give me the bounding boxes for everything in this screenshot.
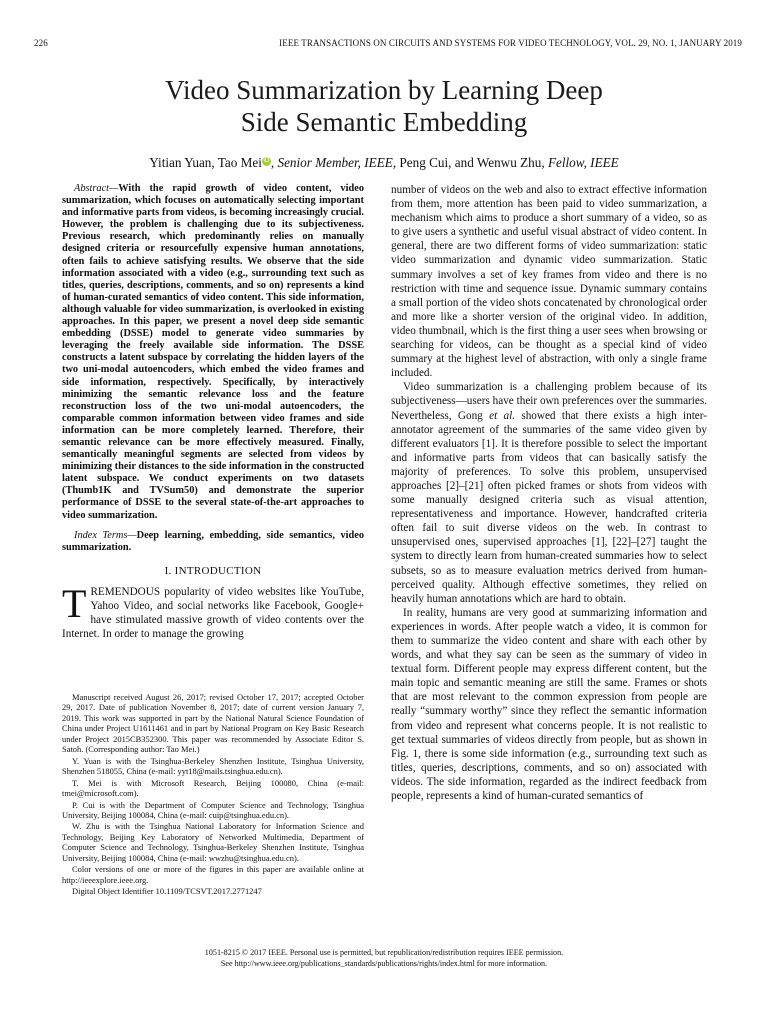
author-role-1: , Senior Member, IEEE xyxy=(270,155,393,170)
footnote-doi: Digital Object Identifier 10.1109/TCSVT.2017.2771247 xyxy=(72,886,262,897)
body-paragraph-2-b: showed that there exists a high inter-annotator agreement of the summaries of the same video given by different evaluators [1]. It is therefore possible to select the important and informative parts from videos that can basically satisfy the majority of preferences. To solve this problem, unsupervised approaches [2]–[21] often picked frames or shots from videos with some manually designed criteria such as visual attention, representativeness and importance. However, handcrafted criteria often fail to suit diverse videos on the web. In contrast to unsupervised ones, supervised approaches [1], [22]–[27] taught the system to directly learn from human-created summaries how to select subsets, so as to measure evaluation metrics derived from human-perceived quality. Although effective sometimes, they relied on heavily human annotations which are hard to obtain. xyxy=(391,409,708,605)
index-terms xyxy=(62,530,364,554)
page-number: 226 xyxy=(34,38,48,48)
et-al: et al. xyxy=(489,409,516,422)
orcid-icon[interactable]: iD xyxy=(263,157,270,164)
title-line-1: Video Summarization by Learning Deep xyxy=(165,75,603,105)
left-column xyxy=(62,183,364,641)
journal-header: IEEE TRANSACTIONS ON CIRCUITS AND SYSTEMS FOR VIDEO TECHNOLOGY, VOL. 29, NO. 1, JANUARY 2019 xyxy=(279,38,742,48)
copyright-line-2: See http://www.ieee.org/publications_standards/publications/rights/index.html for more information. xyxy=(220,959,548,968)
abstract xyxy=(62,183,364,522)
body-paragraph-1: number of videos on the web and also to extract effective information from them, more attention has been paid to video summarization, a mechanism which aims to produce a short summary of a video, so as to give users a synthetic and useful visual abstract of video content. In general, there are two different forms of video summarization: static video summarization and dynamic video summarization. Static summary involves a set of key frames from video and there is no restriction with time and sequence issue. Dynamic summary contains a small portion of the video shots concatenated by chronological order and more like a shorter version of the original video. In addition, video thumbnail, which is the first thing a user sees when browsing or searching for videos, can be thought as a special kind of video summary at the highest level of abstraction, with only a single frame included. xyxy=(391,184,707,380)
abstract-lead: Abstract— xyxy=(74,183,119,194)
footnote-cui: P. Cui is with the Department of Computer Science and Technology, Tsinghua University, Beijing 100084, China (e-mail: cuip@tsinghua.edu.cn). xyxy=(62,799,364,820)
footnote-color: Color versions of one or more of the figures in this paper are available online at http://ieeexplore.ieee.org. xyxy=(62,864,364,885)
index-terms-lead: Index Terms— xyxy=(74,529,137,541)
intro-text: REMENDOUS popularity of video websites like YouTube, Yahoo Video, and social networks like Facebook, Google+ have stimulated massive growth of video contents over the Internet. In order to manage the growing xyxy=(62,585,364,641)
author-list xyxy=(0,155,768,171)
body-paragraph-2 xyxy=(391,380,707,606)
index-terms-text: Deep learning, embedding, side semantics, video summarization. xyxy=(62,529,365,553)
author-role-2: , Fellow, IEEE xyxy=(541,155,619,170)
title-line-2: Side Semantic Embedding xyxy=(240,107,528,137)
section-heading-introduction: I. INTRODUCTION xyxy=(164,564,262,577)
intro-paragraph xyxy=(62,580,364,641)
footnote-manuscript: Manuscript received August 26, 2017; revised October 17, 2017; accepted October 29, 2017. Date of publication November 8, 2017; date of current version January 7, 2019. This work was supported in part by the National Natural Science Foundation of China under Project U1611461 and in part by National Program on Key Basic Research under Project 2015CB352300. This paper was recommended by Associate Editor S. Satoh. (Corresponding author: Tao Mei.) xyxy=(62,692,364,755)
footnotes xyxy=(62,692,364,898)
author-names-2: , Peng Cui, and Wenwu Zhu xyxy=(392,155,542,170)
right-column xyxy=(391,183,707,803)
copyright-notice xyxy=(0,947,768,969)
body-paragraph-3: In reality, humans are very good at summarizing information and experiences in words. After people watch a video, it is common for them to summarize the video content and share with each other by words, and what they say can be seen as the summary of video in textual form. Different people may express different content, but the main topic and semantic meaning are still the same. Frames or shots that are most relevant to the common expression from people are really “summary worthy” since they reflect the semantic information from video and represent what concerns people. It is not realistic to get textual summaries of videos directly from people, but as shown in Fig. 1, there is some side information (e.g., surrounding text such as titles, queries, descriptions, comments, and so on) associated with videos. The side information, regarded as the indirect feedback from people, represents a kind of human-curated semantics of xyxy=(391,606,707,803)
paper-title xyxy=(0,74,768,138)
abstract-text: With the rapid growth of video content, video summarization, which focuses on automatically selecting important and informative parts from videos, is becoming increasingly crucial. However, the problem is challenging due to its subjectiveness. Previous research, which predominantly relies on manually designed criteria or resourcefully expensive human annotations, often fails to achieve satisfying results. We observe that the side information associated with a video (e.g., surrounding text such as titles, queries, descriptions, comments, and so on) represents a kind of human-curated semantics of video content. This side information, although valuable for video summarization, is overlooked in existing approaches. In this paper, we present a novel deep side semantic embedding (DSSE) model to generate video summaries by leveraging the freely available side information. The DSSE constructs a latent subspace by correlating the hidden layers of the two uni-modal autoencoders, which embed the video frames and side information, respectively. Specifically, by interactively minimizing the semantic relevance loss and the feature reconstruction loss of the two uni-modal autoencoders, the comparable common information between video frames and side information can be more completely learned. Therefore, their semantic relevance can be more effectively measured. Finally, semantically meaningful segments are selected from videos by minimizing their distances to the side information in the constructed latent subspace. We conduct experiments on two datasets (Thumb1K and TVSum50) and demonstrate the superior performance of DSSE to the several state-of-the-art approaches to video summarization. xyxy=(62,183,364,521)
body-paragraph-2-a: Video summarization is a challenging problem because of its subjectiveness—users have their own preferences over the summaries. Nevertheless, Gong xyxy=(391,381,707,422)
drop-cap: T xyxy=(62,580,87,626)
copyright-line-1: 1051-8215 © 2017 IEEE. Personal use is permitted, but republication/redistribution requires IEEE permission. xyxy=(204,948,564,957)
author-names-1: Yitian Yuan, Tao Mei xyxy=(149,155,262,170)
footnote-zhu: W. Zhu is with the Tsinghua National Laboratory for Information Science and Technology, Beijing Key Laboratory of Networked Multimedia, Department of Computer Science and Technology, Tsinghua-Berkeley Shenzhen Institute, Tsinghua University, Beijing 100084, China (e-mail: wwzhu@tsinghua.edu.cn). xyxy=(62,821,364,863)
footnote-mei: T. Mei is with Microsoft Research, Beijing 100080, China (e-mail: tmei@microsoft.com). xyxy=(62,777,364,799)
footnote-yuan: Y. Yuan is with the Tsinghua-Berkeley Shenzhen Institute, Tsinghua University, Shenzhen 518055, China (e-mail: yyt18@mails.tsinghua.edu.cn). xyxy=(62,755,364,777)
